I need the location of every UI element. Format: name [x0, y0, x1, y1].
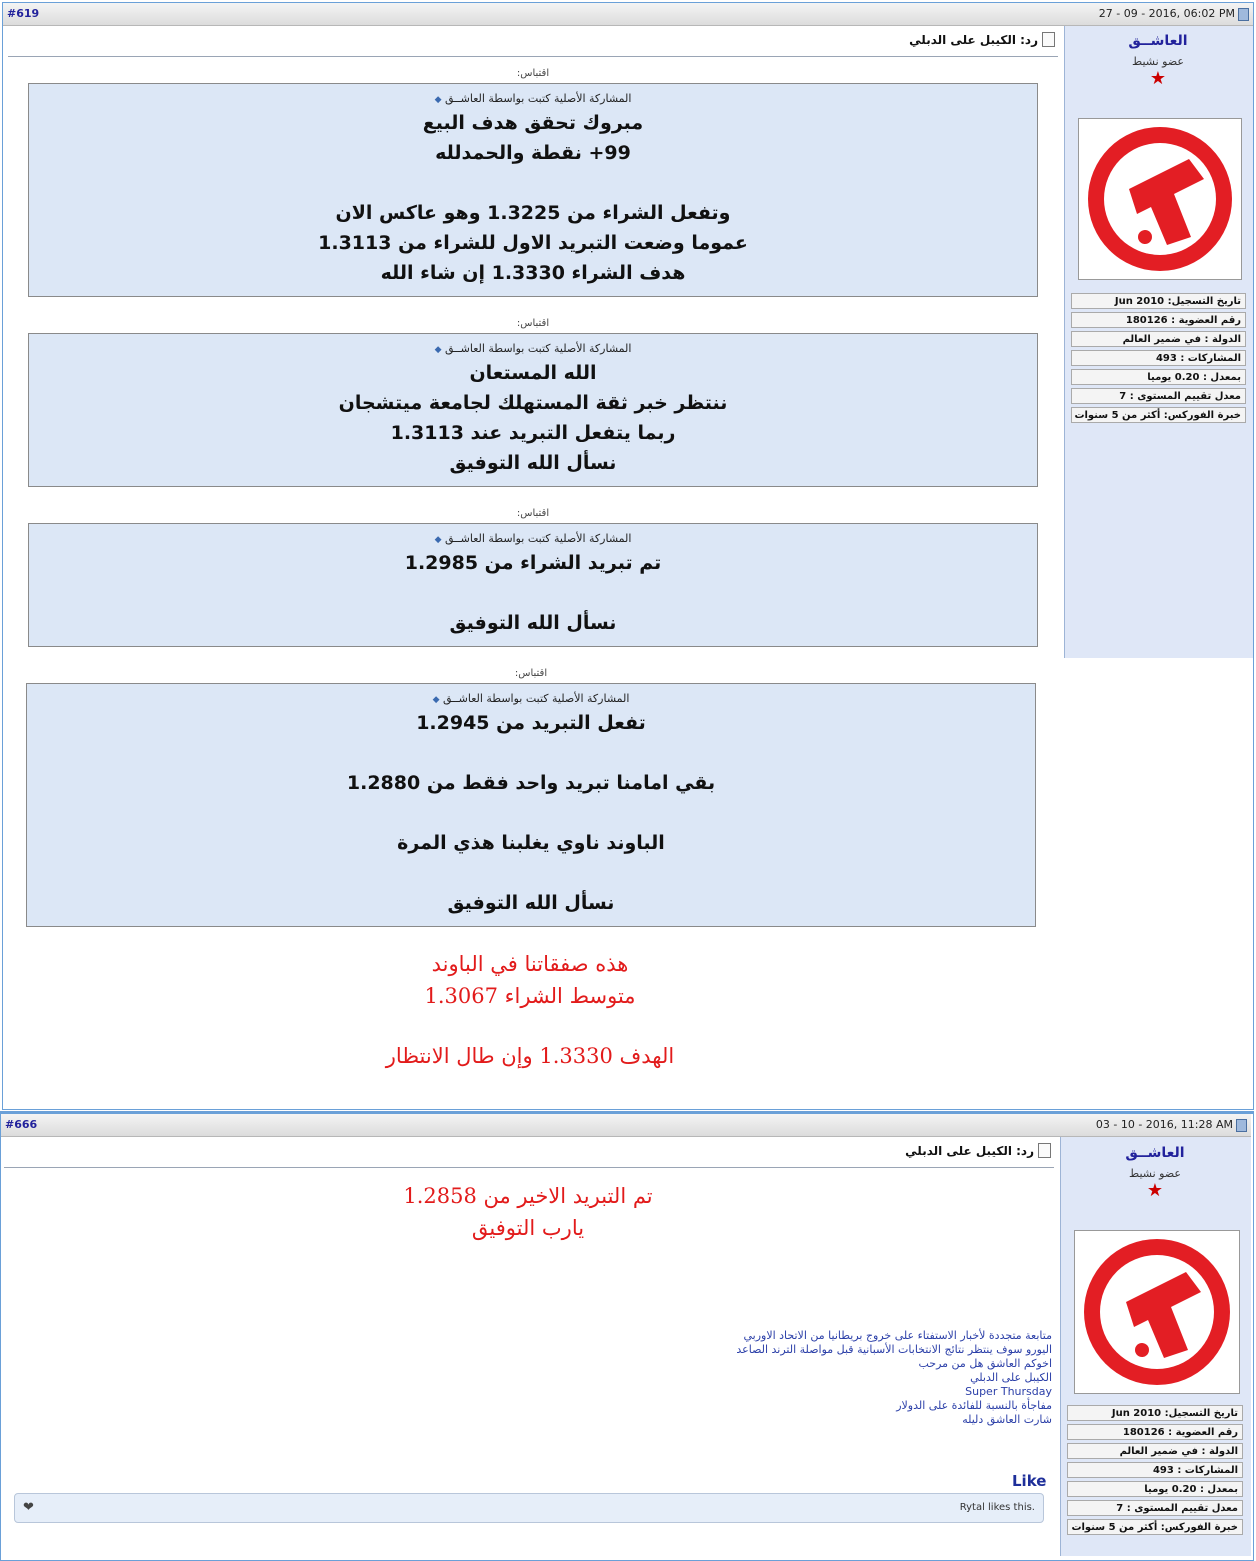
view-post-icon[interactable]: ◆ [434, 535, 442, 545]
quote-line: مبروك تحقق هدف البيع [422, 112, 644, 134]
username-link[interactable]: العاشــق [1128, 33, 1188, 49]
quote-line: نسأل الله التوفيق [447, 892, 615, 914]
quote-line: نسأل الله التوفيق [449, 452, 617, 474]
quote-label: اقتباس: [514, 668, 548, 679]
post-header [1, 1114, 1251, 1137]
title-divider [8, 56, 1058, 57]
quote-author-text: المشاركة الأصلية كتبت بواسطة العاشــق [445, 532, 632, 545]
signature-link[interactable]: Super Thursday [965, 1385, 1052, 1398]
quote-line: بقي امامنا تبريد واحد فقط من 1.2880 [346, 772, 716, 794]
signature-link[interactable]: شارت العاشق دليله [962, 1413, 1052, 1426]
post-body-line: يارب التوفيق [471, 1216, 585, 1240]
quote-label: اقتباس: [516, 318, 550, 329]
quote-author [29, 342, 1037, 355]
star-icon: ★ [1149, 68, 1167, 89]
quote-line: الباوند ناوي يغلبنا هذي المرة [397, 832, 665, 854]
view-post-icon[interactable]: ◆ [434, 95, 442, 105]
avatar[interactable] [1078, 118, 1242, 280]
post-header [3, 3, 1253, 26]
post-status-icon [1236, 1119, 1247, 1132]
username-link[interactable]: العاشــق [1125, 1145, 1185, 1161]
heart-icon[interactable]: ❤ [23, 1500, 34, 1515]
quote-block [28, 523, 1038, 647]
post-date: 27 - 09 - 2016, 06:02 PM [1098, 7, 1235, 20]
view-post-icon[interactable]: ◆ [432, 695, 440, 705]
post-title: رد: الكيبل على الدبلي [905, 1144, 1034, 1158]
quote-author [29, 532, 1037, 545]
post-number-link[interactable]: #619 [7, 7, 40, 20]
quote-line: 99+ نقطة والحمدلله [435, 142, 631, 164]
user-title: عضو نشيط [1129, 1167, 1181, 1180]
quote-line: ننتظر خبر ثقة المستهلك لجامعة ميتشجان [338, 392, 728, 414]
signature-link[interactable]: الكيبل على الدبلي [970, 1371, 1052, 1384]
signature-link[interactable]: اخوكم العاشق هل من مرحب [918, 1357, 1052, 1370]
post-title-icon [1038, 1143, 1051, 1158]
info-daily-rate: بمعدل : 0.20 يوميا [1071, 369, 1246, 385]
like-bar [14, 1493, 1044, 1523]
info-country: الدولة : في ضمير العالم [1067, 1443, 1243, 1459]
quote-label: اقتباس: [516, 508, 550, 519]
quote-line: نسأل الله التوفيق [449, 612, 617, 634]
post-number-link[interactable]: #666 [5, 1118, 38, 1131]
quote-author-text: المشاركة الأصلية كتبت بواسطة العاشــق [445, 92, 632, 105]
quote-block [26, 683, 1036, 927]
quote-line: هدف الشراء 1.3330 إن شاء الله [380, 262, 686, 284]
post-status-icon [1238, 8, 1249, 21]
info-forex-experience: خبرة الفوركس: أكثر من 5 سنوات [1071, 407, 1246, 423]
like-heading: Like [1012, 1472, 1047, 1490]
info-join-date: تاريخ التسجيل: Jun 2010 [1067, 1405, 1243, 1421]
info-forex-experience: خبرة الفوركس: أكثر من 5 سنوات [1067, 1519, 1243, 1535]
signature-link[interactable]: اليورو سوف ينتظر نتائج الانتخابات الأسبانية قبل مواصلة الترند الصاعد [736, 1343, 1052, 1356]
star-icon: ★ [1146, 1180, 1164, 1201]
quote-author-text: المشاركة الأصلية كتبت بواسطة العاشــق [443, 692, 630, 705]
like-text: Rytal likes this. [959, 1502, 1035, 1513]
post-body-line: الهدف 1.3330 وإن طال الانتظار [385, 1044, 675, 1068]
info-level-rating: معدل تقييم المستوى : 7 [1067, 1500, 1243, 1516]
quote-line: ربما يتفعل التبريد عند 1.3113 [390, 422, 676, 444]
title-divider [4, 1167, 1054, 1168]
user-title: عضو نشيط [1132, 55, 1184, 68]
quote-line: الله المستعان [469, 362, 597, 384]
quote-author-text: المشاركة الأصلية كتبت بواسطة العاشــق [445, 342, 632, 355]
quote-line: تفعل التبريد من 1.2945 [416, 712, 646, 734]
post-body-line: متوسط الشراء 1.3067 [424, 984, 636, 1008]
view-post-icon[interactable]: ◆ [434, 345, 442, 355]
info-posts-count: المشاركات : 493 [1067, 1462, 1243, 1478]
quote-author [29, 92, 1037, 105]
post-body-line: تم التبريد الاخير من 1.2858 [403, 1184, 653, 1208]
quote-author [27, 692, 1035, 705]
quote-line: وتفعل الشراء من 1.3225 وهو عاكس الان [335, 202, 731, 224]
info-join-date: تاريخ التسجيل: Jun 2010 [1071, 293, 1246, 309]
quote-label: اقتباس: [516, 68, 550, 79]
quote-block [28, 83, 1038, 297]
quote-line: عموما وضعت التبريد الاول للشراء من 1.3113 [318, 232, 748, 254]
info-level-rating: معدل تقييم المستوى : 7 [1071, 388, 1246, 404]
info-posts-count: المشاركات : 493 [1071, 350, 1246, 366]
avatar[interactable] [1074, 1230, 1240, 1394]
post-body-line: هذه صفقاتنا في الباوند [431, 952, 629, 976]
info-member-id: رقم العضوية : 180126 [1067, 1424, 1243, 1440]
quote-block [28, 333, 1038, 487]
signature-link[interactable]: متابعة متجددة لأخبار الاستفتاء على خروج بريطانيا من الاتحاد الاوربي [743, 1329, 1052, 1342]
quote-line: تم تبريد الشراء من 1.2985 [404, 552, 662, 574]
avatar-logo [1079, 119, 1241, 279]
post-title-icon [1042, 32, 1055, 47]
info-member-id: رقم العضوية : 180126 [1071, 312, 1246, 328]
info-daily-rate: بمعدل : 0.20 يوميا [1067, 1481, 1243, 1497]
post-date: 03 - 10 - 2016, 11:28 AM [1095, 1118, 1233, 1131]
info-country: الدولة : في ضمير العالم [1071, 331, 1246, 347]
signature-link[interactable]: مفاجأة بالنسبة للفائدة على الدولار [896, 1399, 1052, 1412]
post-title: رد: الكيبل على الدبلي [909, 33, 1038, 47]
avatar-logo [1075, 1231, 1239, 1393]
